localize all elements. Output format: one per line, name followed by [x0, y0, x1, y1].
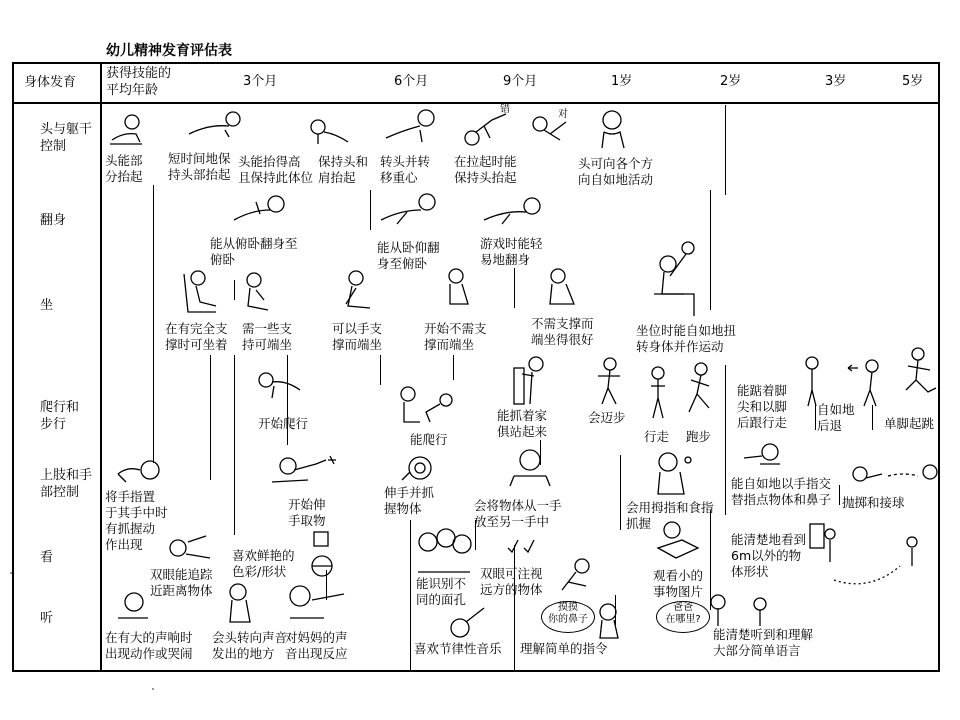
child-seeing-distance-illustration: [800, 522, 940, 594]
milestone-see-2b: 色彩/形状: [232, 564, 287, 579]
milestone-walk-tiptoe-b: 尖和以脚: [737, 399, 788, 414]
milestone-hear-3a: 对妈妈的声: [285, 630, 348, 645]
milestone-see-4a: 双眼可注视: [480, 566, 543, 581]
baby-looking-far-illustration: [556, 556, 596, 596]
milestone-line: [410, 520, 411, 670]
speech-bubble-nose: [541, 601, 595, 633]
age-3-years: 3岁: [825, 74, 847, 89]
baby-grasping-illustration: [398, 452, 434, 486]
milestone-roll-1b: 俯卧: [210, 252, 236, 267]
milestone-hear-2b: 发出的地方: [212, 646, 275, 661]
milestone-walk-back-a: 自如地: [817, 402, 855, 417]
baby-rolling-illustration: [230, 192, 294, 228]
speech-bubble-nose-line1: 摸摸: [558, 602, 578, 613]
age-9-months: 9个月: [503, 74, 538, 89]
milestone-hand-7: 抛掷和接球: [842, 495, 905, 510]
milestone-hand-4b: 放至另一手中: [474, 514, 550, 529]
baby-grasp-reflex-illustration: [114, 456, 164, 490]
baby-starting-crawl-illustration: [256, 370, 304, 402]
baby-crawling-illustration: [396, 384, 460, 426]
milestone-walk-stand-a: 能抓着家: [497, 408, 548, 423]
milestone-line: [839, 485, 840, 505]
milestone-hear-6b: 大部分简单语言: [713, 643, 801, 658]
age-header-line1: 获得技能的: [106, 66, 172, 81]
faces-recognition-illustration: [416, 528, 472, 574]
milestone-hear-3b: 音出现反应: [285, 646, 348, 661]
milestone-hear-1b: 出现动作或哭闹: [105, 646, 193, 661]
milestone-head-1a: 头能部: [105, 153, 143, 168]
milestone-walk-crawl-start: 开始爬行: [258, 416, 309, 431]
row-label-walk: 爬行和步行: [40, 400, 80, 432]
age-1-year: 1岁: [611, 74, 633, 89]
mother-and-baby-illustration: [284, 582, 350, 622]
row-label-hand: 上肢和手部控制: [40, 468, 93, 500]
age-2-years: 2岁: [720, 74, 742, 89]
milestone-hear-1a: 在有大的声响时: [105, 630, 193, 645]
child-walking-illustration: [645, 366, 671, 420]
row-label-sit: 坐: [40, 298, 54, 313]
row-label-head: 头与躯干控制: [40, 122, 93, 154]
age-3-months: 3个月: [243, 74, 278, 89]
milestone-head-5b: 移重心: [380, 170, 418, 185]
label-column-divider: [100, 62, 102, 672]
milestone-walk-walk: 行走: [644, 429, 670, 444]
milestone-walk-back-b: 后退: [817, 418, 843, 433]
milestone-sit-3b: 撑而端坐: [332, 337, 383, 352]
milestone-sit-6a: 坐位时能自如地扭: [636, 323, 737, 338]
child-throwing-ball-illustration: [848, 462, 940, 494]
milestone-hand-1a: 将手指置: [105, 489, 156, 504]
milestone-see-3a: 能识别不: [416, 576, 467, 591]
baby-pulled-head-drop-illustration: [462, 108, 510, 148]
milestone-walk-crawl: 能爬行: [410, 432, 448, 447]
milestone-see-6a: 能清楚地看到: [731, 532, 807, 547]
milestone-sit-4a: 开始不需支: [424, 321, 487, 336]
row-label-hear: 听: [40, 611, 54, 626]
milestone-line: [514, 545, 515, 670]
child-walking-backward-illustration: [846, 358, 882, 408]
milestone-see-1b: 近距离物体: [150, 583, 213, 598]
milestone-hear-6a: 能清楚听到和理解: [713, 627, 814, 642]
row-label-see: 看: [40, 550, 54, 565]
baby-prone-head-lift-illustration: [106, 110, 146, 150]
baby-some-support-sitting-illustration: [240, 272, 270, 316]
milestone-line: [234, 280, 235, 300]
milestone-line: [380, 355, 381, 385]
milestone-see-2a: 喜欢鲜艳的: [232, 548, 295, 563]
scan-speck: [152, 688, 154, 690]
milestone-sit-6b: 转身体并作运动: [636, 339, 724, 354]
domain-header: 身体发育: [24, 75, 77, 90]
speech-bubble-dad-line1: 爸爸: [673, 602, 693, 613]
milestone-roll-2a: 能从卧仰翻: [377, 240, 440, 255]
milestone-head-3b: 且保持此体位: [238, 170, 314, 185]
speech-bubble-nose-line2: 你的鼻子: [548, 614, 588, 625]
baby-roll-supine-prone-illustration: [377, 190, 439, 234]
milestone-head-2b: 持头部抬起: [168, 167, 231, 182]
milestone-sit-2b: 持可端坐: [242, 337, 293, 352]
baby-shifting-weight-illustration: [382, 108, 440, 148]
header-divider: [12, 102, 940, 104]
child-understanding-speech-illustration: [704, 590, 774, 630]
age-5-years: 5岁: [902, 74, 924, 89]
milestone-roll-1a: 能从俯卧翻身至: [210, 236, 298, 251]
milestone-line: [725, 365, 726, 515]
milestone-hear-2a: 会头转向声音: [212, 630, 288, 645]
child-running-illustration: [685, 362, 713, 418]
milestone-hand-1c: 有抓握动: [105, 521, 156, 536]
milestone-see-3b: 同的面孔: [416, 592, 467, 607]
milestone-line: [620, 455, 621, 530]
milestone-hand-2b: 手取物: [288, 513, 326, 528]
milestone-hand-4a: 会将物体从一手: [474, 498, 562, 513]
milestone-walk-step: 会迈步: [588, 410, 626, 425]
child-picture-book-illustration: [652, 520, 704, 566]
scan-speck: [10, 572, 12, 574]
baby-supported-sitting-illustration: [180, 270, 224, 316]
milestone-see-5a: 观看小的: [653, 568, 704, 583]
milestone-roll-3a: 游戏时能轻: [480, 236, 543, 251]
milestone-see-4b: 远方的物体: [480, 582, 543, 597]
speech-bubble-dad: [656, 601, 710, 633]
milestone-line: [872, 405, 873, 430]
baby-pulled-head-up-illustration: [530, 114, 572, 150]
guitar-illustration: [448, 606, 488, 640]
child-pointing-illustration: [740, 440, 786, 470]
milestone-line: [815, 405, 816, 430]
baby-startle-illustration: [112, 590, 152, 624]
milestone-line: [234, 355, 235, 535]
milestone-head-1b: 分抬起: [105, 169, 143, 184]
baby-transfer-object-illustration: [506, 446, 554, 490]
baby-turning-to-sound-illustration: [222, 582, 256, 626]
colored-blocks-illustration: [300, 530, 340, 580]
distance-gaze-marks-illustration: [504, 534, 544, 554]
baby-lifting-head-illustration: [185, 110, 247, 140]
milestone-line: [725, 105, 726, 195]
speech-bubble-dad-line2: 在哪里?: [665, 614, 701, 625]
milestone-sit-4b: 撑而端坐: [424, 337, 475, 352]
milestone-line: [710, 190, 711, 310]
milestone-see-6c: 体形状: [731, 564, 769, 579]
baby-pulling-to-stand-illustration: [512, 352, 548, 406]
milestone-head-2a: 短时间地保: [168, 151, 231, 166]
milestone-head-4b: 肩抬起: [318, 170, 356, 185]
milestone-hand-6a: 能自如地以手指交: [731, 476, 832, 491]
milestone-see-5b: 事物图片: [653, 584, 704, 599]
milestone-walk-tiptoe-c: 后跟行走: [737, 415, 788, 430]
baby-unsupported-sitting-illustration: [440, 268, 472, 314]
milestone-head-5a: 转头并转: [380, 154, 431, 169]
milestone-head-3a: 头能抬得高: [238, 154, 301, 169]
milestone-roll-2b: 身至俯卧: [377, 256, 428, 271]
milestone-hand-3b: 握物体: [384, 501, 422, 516]
milestone-hear-5: 理解简单的指令: [520, 641, 608, 656]
milestone-hand-3a: 伸手并抓: [384, 485, 435, 500]
age-header-line2: 平均年龄: [106, 83, 159, 98]
child-first-steps-illustration: [596, 356, 622, 406]
milestone-line: [210, 355, 211, 480]
milestone-sit-2a: 需一些支: [242, 321, 293, 336]
milestone-sit-5b: 端坐得很好: [531, 332, 594, 347]
milestone-head-7a: 头可向各个方: [578, 156, 654, 171]
child-pincer-grasp-illustration: [650, 450, 694, 496]
milestone-hand-6b: 替指点物体和鼻子: [731, 492, 832, 507]
child-following-instruction-illustration: [592, 602, 626, 640]
milestone-head-6a: 在拉起时能: [454, 154, 517, 169]
milestone-head-7b: 向自如地活动: [578, 172, 654, 187]
milestone-walk-hop: 单脚起跳: [884, 416, 935, 431]
milestone-hear-4: 喜欢节律性音乐: [414, 641, 502, 656]
milestone-walk-tiptoe-a: 能踮着脚: [737, 383, 788, 398]
milestone-line: [514, 268, 515, 308]
milestone-head-6b: 保持头抬起: [454, 170, 517, 185]
baby-playful-roll-illustration: [480, 196, 544, 232]
baby-reaching-illustration: [268, 452, 340, 488]
milestone-walk-stand-b: 俱站起来: [497, 424, 548, 439]
milestone-sit-1b: 撑时可坐着: [165, 337, 228, 352]
baby-head-shoulders-illustration: [306, 118, 350, 148]
milestone-line: [370, 190, 371, 230]
row-label-roll: 翻身: [40, 213, 67, 228]
age-6-months: 6个月: [394, 74, 429, 89]
milestone-sit-3a: 可以手支: [332, 321, 383, 336]
milestone-hand-2a: 开始伸: [288, 497, 326, 512]
milestone-head-4a: 保持头和: [318, 154, 369, 169]
milestone-hand-1b: 于其手中时: [105, 505, 168, 520]
child-sitting-twisting-illustration: [650, 238, 704, 318]
page-title: 幼儿精神发育评估表: [106, 43, 232, 59]
milestone-sit-5a: 不需支撑而: [531, 316, 594, 331]
milestone-see-6b: 6m以外的物: [731, 548, 802, 563]
milestone-hand-1d: 作出现: [105, 537, 143, 552]
milestone-see-1a: 双眼能追踪: [150, 567, 213, 582]
milestone-roll-3b: 易地翻身: [480, 252, 531, 267]
milestone-hand-5b: 抓握: [626, 516, 652, 531]
wrong-mark: 错: [500, 104, 510, 115]
milestone-line: [153, 185, 154, 463]
child-head-turn-illustration: [598, 106, 632, 150]
child-hopping-illustration: [900, 346, 940, 406]
child-tiptoe-illustration: [798, 356, 826, 408]
baby-tracking-object-illustration: [166, 530, 222, 564]
right-mark: 对: [558, 109, 568, 120]
milestone-sit-1a: 在有完全支: [165, 321, 228, 336]
milestone-walk-run: 跑步: [686, 429, 712, 444]
baby-hand-supported-sitting-illustration: [338, 270, 374, 314]
milestone-hand-5a: 会用拇指和食指: [626, 500, 714, 515]
baby-sitting-well-illustration: [540, 268, 578, 312]
milestone-line: [453, 355, 454, 380]
